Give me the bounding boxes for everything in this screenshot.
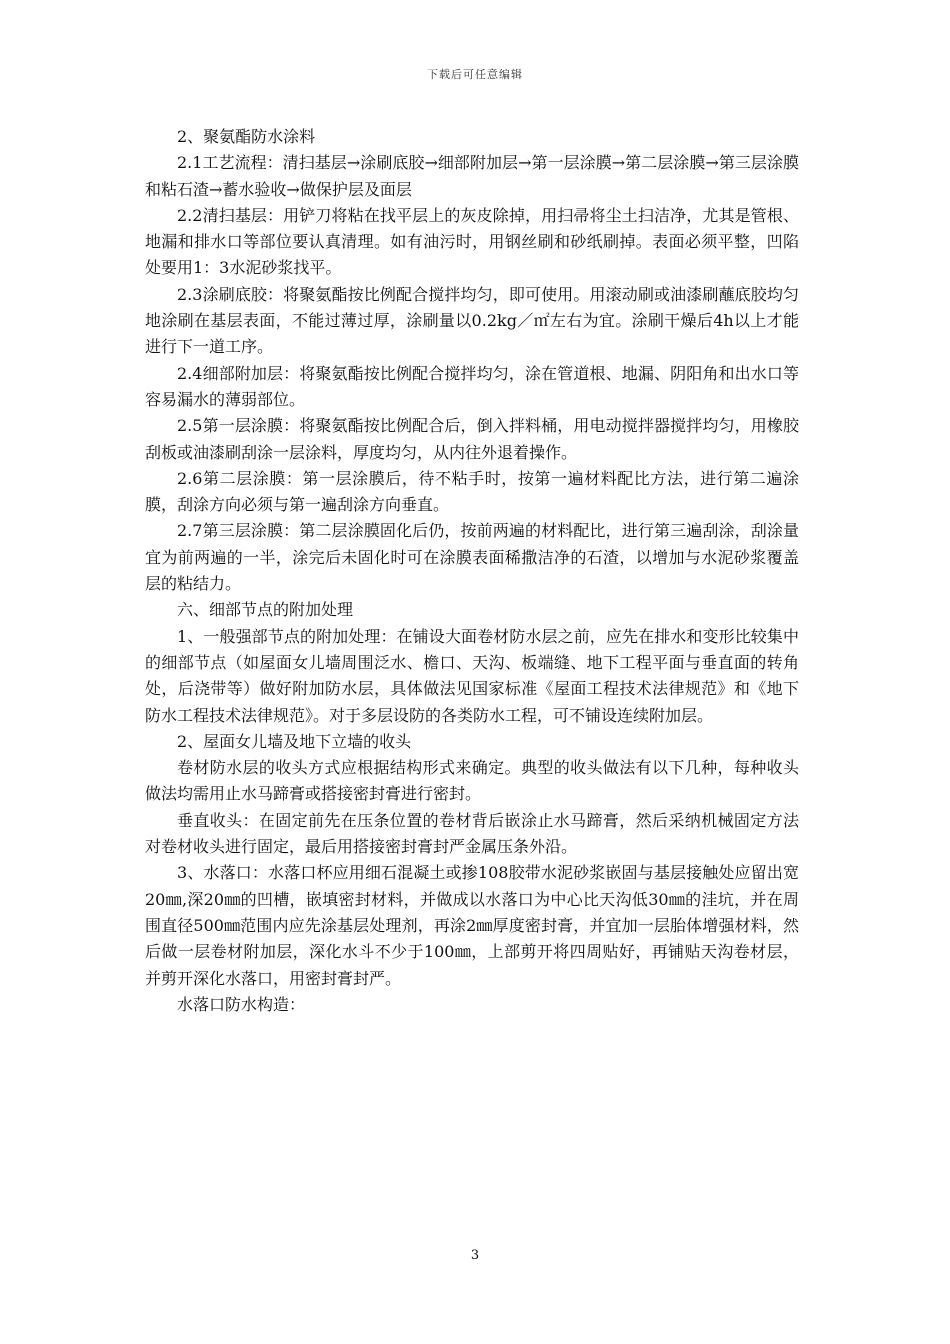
paragraph-termination-methods: 卷材防水层的收头方式应根据结构形式来确定。典型的收头做法有以下几种，每种收头做法均需用止水马蹄膏或搭接密封膏进行密封。 [145,758,799,804]
heading-parapet-termination: 2、屋面女儿墙及地下立墙的收头 [177,731,412,751]
paragraph-general-nodes: 1、一般强部节点的附加处理：在铺设大面卷材防水层之前，应先在排水和变形比较集中的细部节点（如屋面女儿墙周围泛水、檐口、天沟、板端缝、地下工程平面与垂直面的转角处，后浇带等）做好附加防水层，具体做法见国家标准《屋面工程技术法律规范》和《地下防水工程技术法律规范》。对于多层设防的各类防水工程，可不铺设连续附加层。 [145,626,799,725]
page-number: 3 [470,1248,480,1263]
page-header: 下载后可任意编辑 [427,68,523,81]
paragraph-third-coat: 2.7第三层涂膜：第二层涂膜固化后仍，按前两遍的材料配比，进行第三遍刮涂，刮涂量宜为前两遍的一半，涂完后未固化时可在涂膜表面稀撒洁净的石渣，以增加与水泥砂浆覆盖层的粘结力。 [145,521,799,594]
paragraph-drain-structure-caption: 水落口防水构造： [177,994,306,1014]
paragraph-process-flow: 2.1工艺流程：清扫基层→涂刷底胶→细部附加层→第一层涂膜→第二层涂膜→第三层涂膜和粘石渣→蓄水验收→做保护层及面层 [145,153,799,199]
paragraph-detail-layer: 2.4细部附加层：将聚氨酯按比例配合搅拌均匀，涂在管道根、地漏、阴阳角和出水口等容易漏水的薄弱部位。 [145,363,799,409]
paragraph-vertical-termination: 垂直收头：在固定前先在压条位置的卷材背后嵌涂止水马蹄膏，然后采纳机械固定方法对卷材收头进行固定，最后用搭接密封膏封严金属压条外沿。 [145,810,799,857]
paragraph-first-coat: 2.5第一层涂膜：将聚氨酯按比例配合后，倒入拌料桶，用电动搅拌器搅拌均匀，用橡胶刮板或油漆刷刮涂一层涂料，厚度均匀，从内往外退着操作。 [145,416,799,462]
paragraph-primer: 2.3涂刷底胶：将聚氨酯按比例配合搅拌均匀，即可使用。用滚动刷或油漆刷蘸底胶均匀地涂刷在基层表面，不能过薄过厚，涂刷量以0.2kg／㎡左右为宜。涂刷干燥后4h以上才能进行下一道工序。 [145,284,799,357]
paragraph-second-coat: 2.6第二层涂膜：第一层涂膜后，待不粘手时，按第一遍材料配比方法，进行第二遍涂膜，刮涂方向必须与第一遍刮涂方向垂直。 [145,468,799,515]
paragraph-drain-outlet: 3、水落口：水落口杯应用细石混凝土或掺108胶带水泥砂浆嵌固与基层接触处应留出宽20㎜,深20㎜的凹槽，嵌填密封材料，并做成以水落口为中心比天沟低30㎜的洼坑，并在周围直径500㎜范围内应先涂基层处理剂，再涂2㎜厚度密封膏，并宜加一层胎体增强材料，然后做一层卷材附加层，深化水斗不少于100㎜，上部剪开将四周贴好，再铺贴天沟卷材层，并剪开深化水落口，用密封膏封严。 [145,863,799,988]
document-body [145,124,799,1018]
paragraph-clean-base: 2.2清扫基层：用铲刀将粘在找平层上的灰皮除掉，用扫帚将尘土扫洁净，尤其是管根、地漏和排水口等部位要认真清理。如有油污时，用钢丝刷和砂纸刷掉。表面必须平整，凹陷处要用1：3水泥砂浆找平。 [145,205,799,278]
heading-detail-nodes: 六、细部节点的附加处理 [177,600,354,620]
heading-polyurethane-coating: 2、聚氨酯防水涂料 [177,127,316,146]
